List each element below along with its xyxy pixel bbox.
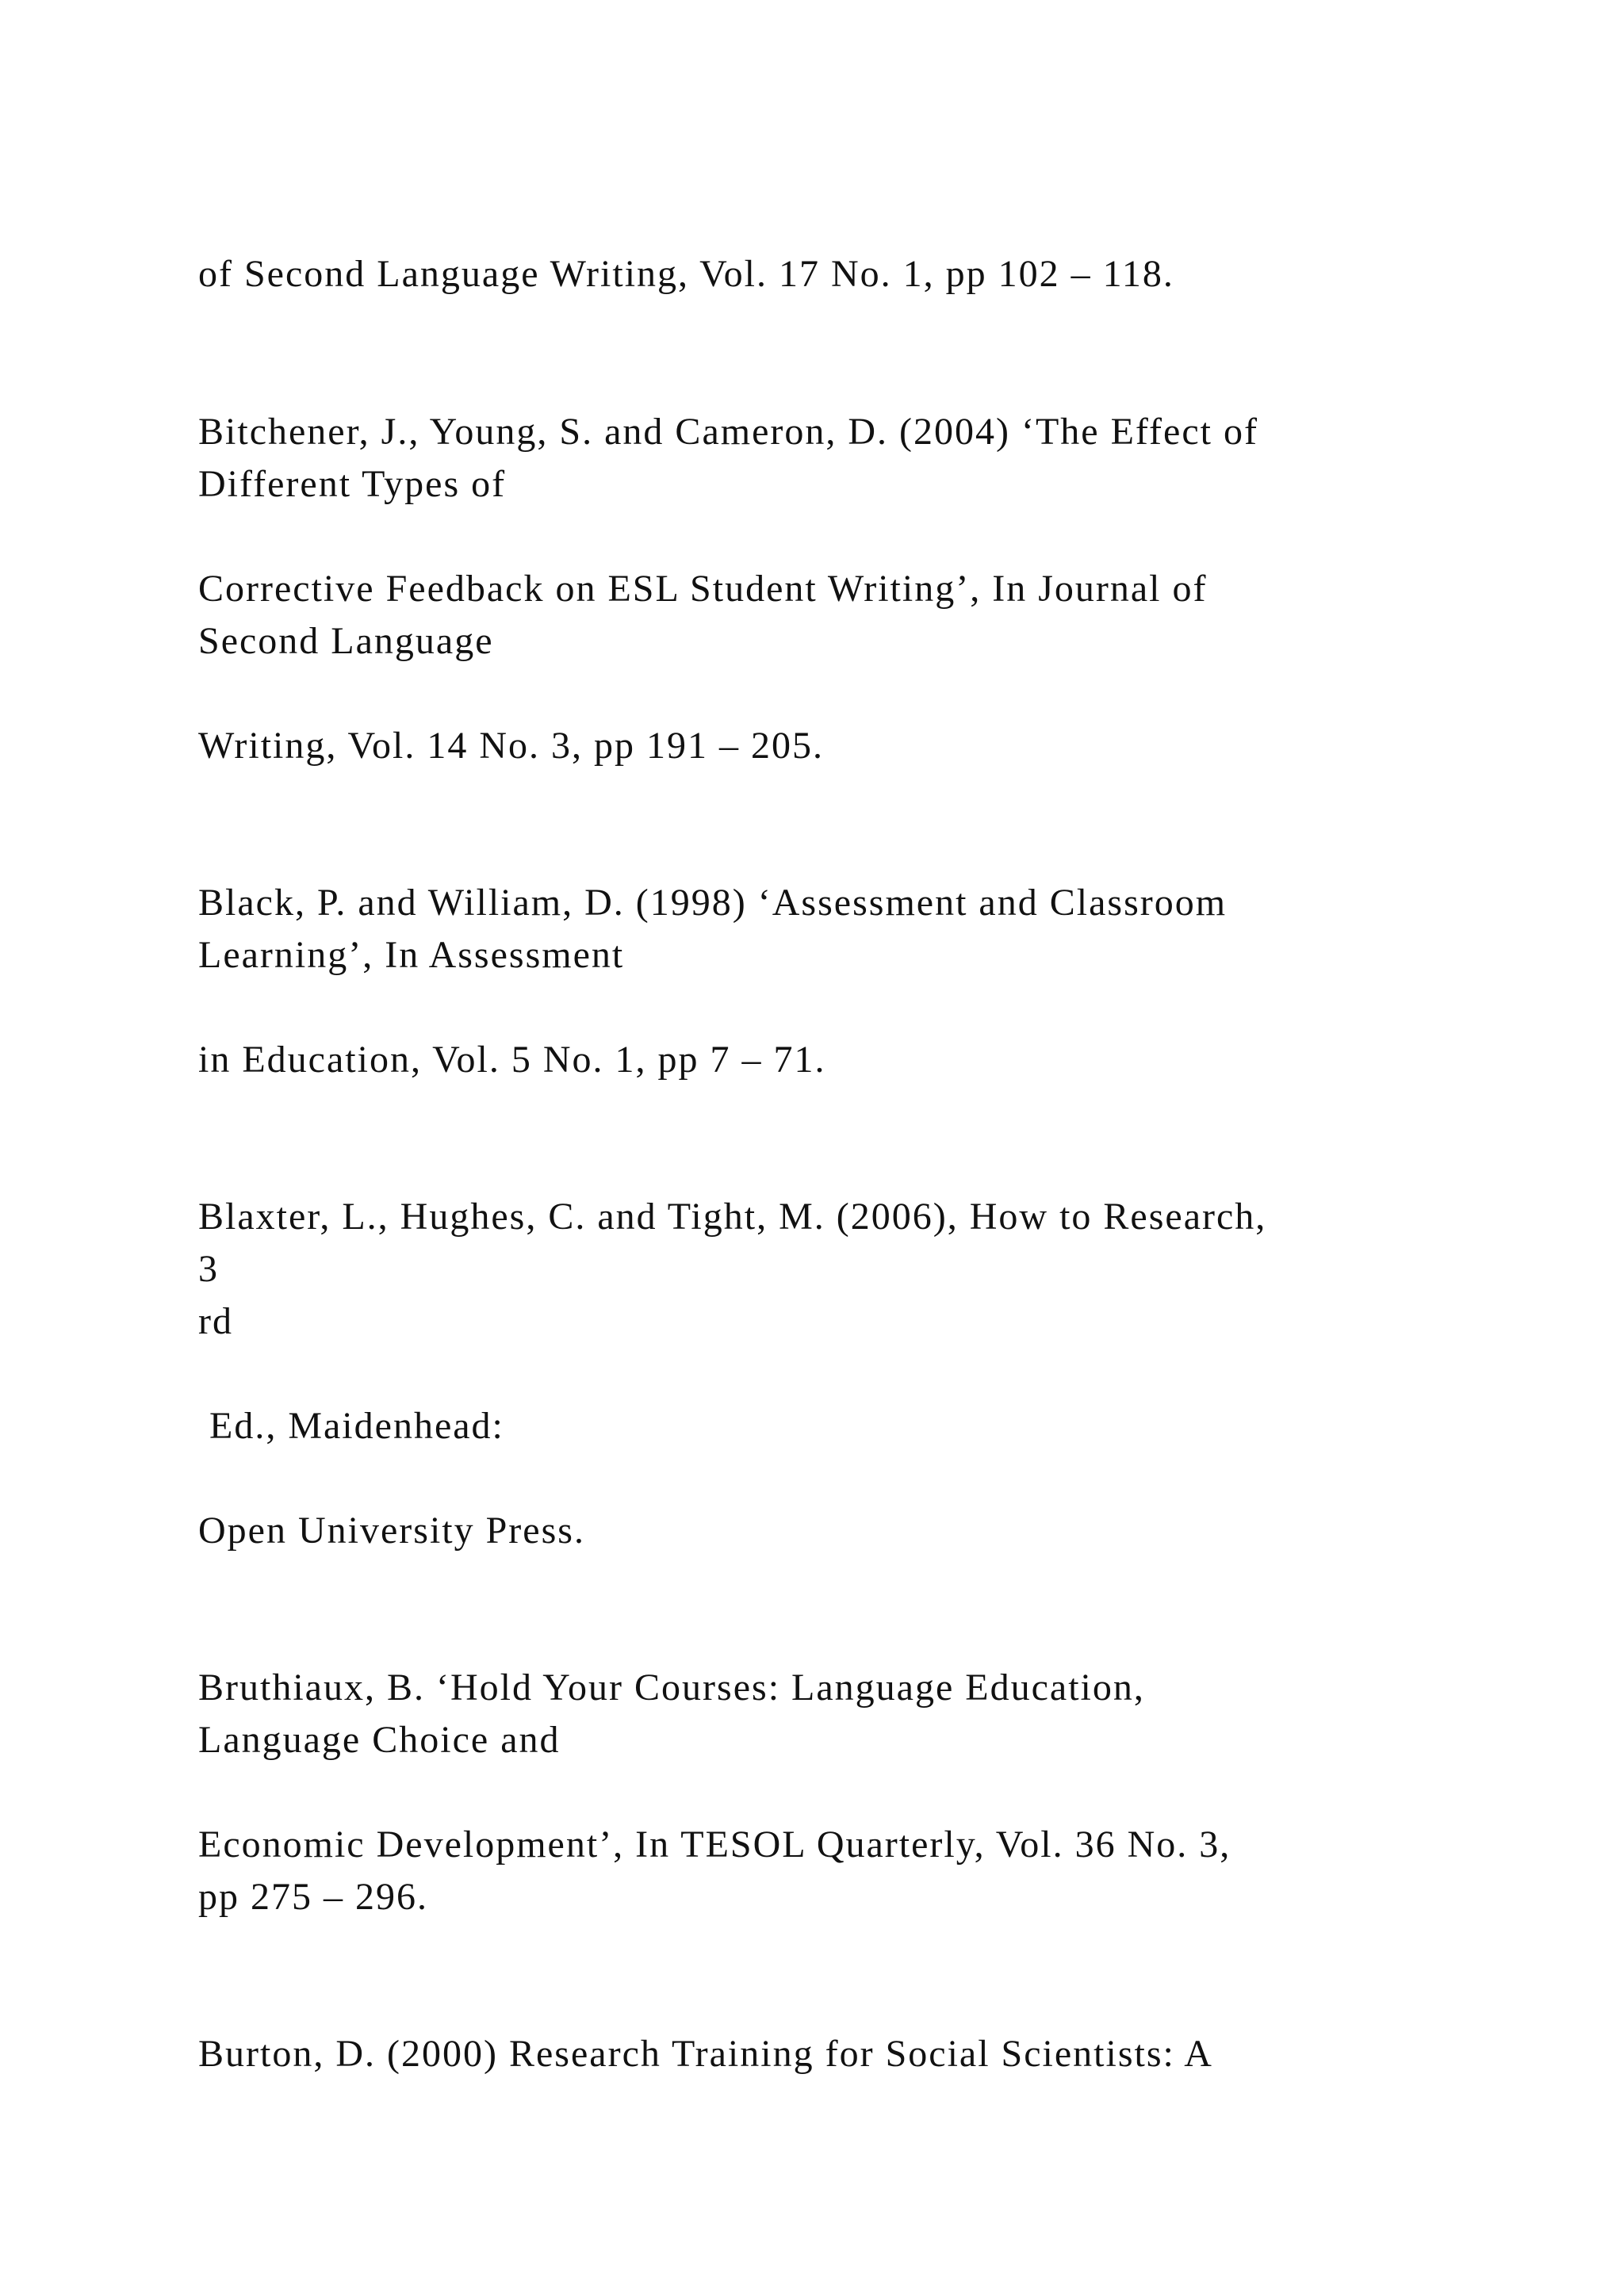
- reference-line: Bruthiaux, B. ‘Hold Your Courses: Language Education,: [198, 1667, 1145, 1709]
- reference-line: Open University Press.: [198, 1510, 585, 1552]
- reference-line: Language Choice and: [198, 1719, 561, 1761]
- reference-line: Bitchener, J., Young, S. and Cameron, D. (2004) ‘The Effect of: [198, 411, 1258, 453]
- reference-line: Blaxter, L., Hughes, C. and Tight, M. (2006), How to Research,: [198, 1196, 1267, 1238]
- reference-line: Second Language: [198, 620, 494, 662]
- reference-line: Burton, D. (2000) Research Training for Social Scientists: A: [198, 2033, 1213, 2075]
- reference-line: Different Types of: [198, 463, 507, 505]
- reference-line: Black, P. and William, D. (1998) ‘Assessment and Classroom: [198, 882, 1228, 924]
- reference-line: 3: [198, 1248, 219, 1290]
- reference-line: Economic Development’, In TESOL Quarterly, Vol. 36 No. 3,: [198, 1823, 1231, 1866]
- reference-line: Corrective Feedback on ESL Student Writing’, In Journal of: [198, 568, 1208, 610]
- reference-line: Learning’, In Assessment: [198, 934, 625, 976]
- reference-line: in Education, Vol. 5 No. 1, pp 7 – 71.: [198, 1039, 826, 1081]
- reference-line: pp 275 – 296.: [198, 1876, 428, 1918]
- reference-line: Writing, Vol. 14 No. 3, pp 191 – 205.: [198, 725, 824, 767]
- reference-line: of Second Language Writing, Vol. 17 No. 1, pp 102 – 118.: [198, 253, 1174, 295]
- reference-line: Ed., Maidenhead:: [198, 1405, 504, 1447]
- reference-line: rd: [198, 1300, 233, 1342]
